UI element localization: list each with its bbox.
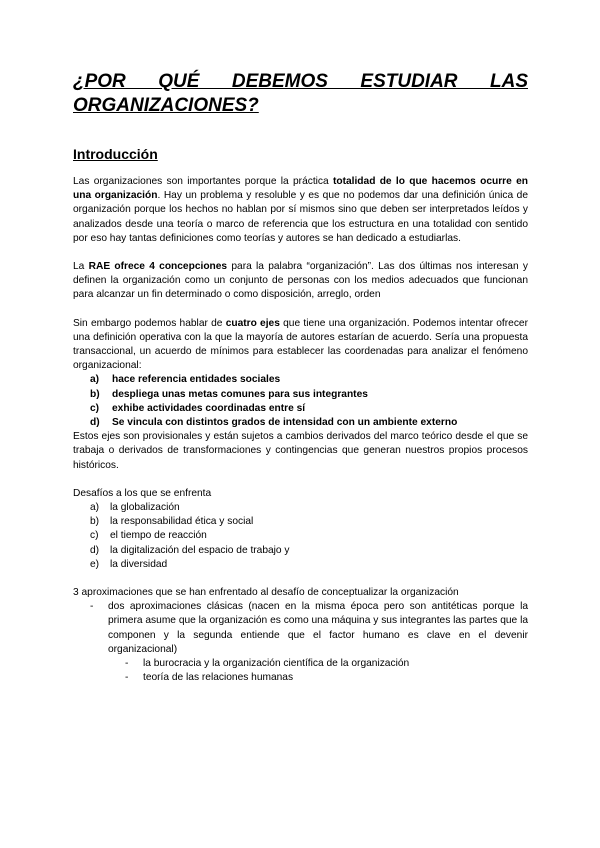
text-run: Las organizaciones son importantes porque la práctica [73, 176, 333, 187]
page-title: ¿POR QUÉ DEBEMOS ESTUDIAR LAS ORGANIZACIONES? [73, 71, 528, 116]
list-item-text: exhibe actividades coordinadas entre sí [112, 402, 306, 414]
list-item-text: la digitalización del espacio de trabajo y [110, 544, 290, 556]
emphasis-run: totalidad de lo que hacemos ocurre en una organización [73, 176, 528, 202]
emphasis-run: RAE ofrece 4 concepciones [88, 261, 228, 273]
sub-list [108, 657, 528, 685]
intro-paragraph-1 [73, 175, 528, 246]
list-marker: b) [90, 516, 100, 528]
list-item [73, 373, 528, 387]
list-marker: d) [90, 417, 100, 429]
list-item-text: la burocracia y la organización científica de la organización [143, 658, 410, 670]
list-item-text: la responsabilidad ética y social [110, 516, 254, 528]
list-item-body [108, 600, 528, 685]
list-item-text: la diversidad [110, 558, 168, 570]
list-item-text: el tiempo de reacción [110, 530, 207, 542]
aproximaciones-heading: 3 aproximaciones que se han enfrentado al desafío de conceptualizar la organización [73, 587, 459, 599]
ejes-note: Estos ejes son provisionales y están sujetos a cambios derivados del marco teórico desde el que se trabaja o derivados de transformaciones y contingencias que generan nuestros propios procesos históricos. [73, 431, 528, 471]
list-item-text: Se vincula con distintos grados de intensidad con un ambiente externo [112, 417, 458, 429]
list-item [73, 501, 528, 515]
list-item-text: despliega unas metas comunes para sus integrantes [112, 388, 368, 400]
text-run: para la palabra “organización”. Las dos últimas nos interesan y definen la organización como un conjunto de personas con los medios adecuados que funcionan para alcanzar un fin determinado o como disposición, arreglo, orden [73, 261, 529, 301]
intro-paragraph-3 [73, 317, 528, 374]
text-run: . Hay un problema y resoluble y es que no podemos dar una definición única de organización porque los hechos no hablan por sí mismos sino que deben ser interpretados leídos y analizados desde una teoría o marco de referencia que los estructura en una totalidad con sentido por eso hay tantas definiciones como teorías y autores se han dedicado a estudiarlas. [73, 190, 528, 244]
sub-list-item [108, 657, 528, 671]
list-marker: - [125, 658, 129, 670]
emphasis-run: cuatro ejes [225, 317, 280, 329]
list-marker: e) [90, 558, 100, 570]
list-marker: a) [90, 374, 100, 386]
list-item [73, 558, 528, 572]
desafios-list [73, 501, 528, 572]
section-heading: Introducción [73, 146, 158, 162]
document-body [73, 70, 528, 686]
ejes-list [73, 373, 528, 430]
list-marker: c) [90, 530, 99, 542]
list-marker: - [90, 601, 94, 613]
list-marker: a) [90, 502, 100, 514]
list-item [73, 515, 528, 529]
list-item [73, 416, 528, 430]
list-item [73, 544, 528, 558]
list-item-text: la globalización [110, 502, 180, 514]
list-item [73, 388, 528, 402]
list-item-text: teoría de las relaciones humanas [143, 672, 294, 684]
text-run: La [73, 261, 89, 273]
text-run: Sin embargo podemos hablar de [73, 317, 226, 329]
list-marker: b) [90, 388, 100, 400]
list-item [73, 529, 528, 543]
list-item-text: dos aproximaciones clásicas (nacen en la misma época pero son antitéticas porque la primera asume que la organización es como una máquina y sus integrantes las partes que la componen y la segunda entiende que el factor humano es clave en el devenir organizacional) [108, 601, 528, 655]
list-marker: - [125, 672, 129, 684]
text-run: que tiene una organización. Podemos intentar ofrecer una definición operativa con la que la mayoría de autores estarían de acuerdo. Sería una propuesta transaccional, un acuerdo de mínimos para establecer las coordenadas para analizar el fenómeno organizacional: [73, 317, 528, 372]
aproximaciones-list [73, 600, 528, 685]
list-item [73, 402, 528, 416]
intro-paragraph-2 [73, 260, 528, 303]
list-marker: c) [90, 402, 100, 414]
sub-list-item [108, 671, 528, 685]
list-item [73, 600, 528, 685]
list-item-text: hace referencia entidades sociales [112, 374, 281, 386]
list-marker: d) [90, 544, 100, 556]
desafios-heading: Desafíos a los que se enfrenta [73, 487, 212, 499]
